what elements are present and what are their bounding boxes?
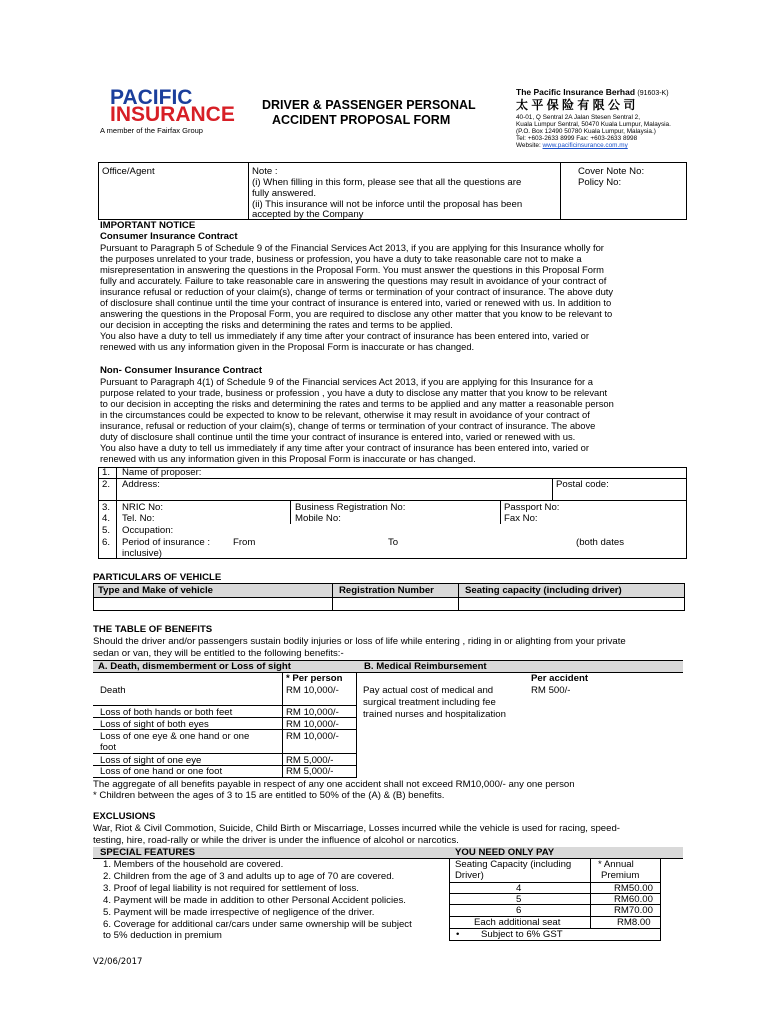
benefit-row-amount: RM 10,000/- xyxy=(286,731,339,742)
logo-line-1: PACIFIC xyxy=(110,86,193,109)
nonconsumer-line: You also have a duty to tell us immediately if any time after your contract of insurance has been entered into, varied or xyxy=(100,442,589,453)
website-label: Website: xyxy=(516,142,541,149)
pay-premium: RM50.00 xyxy=(614,883,653,894)
medical-amount: RM 500/- xyxy=(531,685,571,696)
benefit-row-label: Death xyxy=(100,685,126,696)
benefits-col-divider xyxy=(282,672,283,778)
note-title: Note : xyxy=(252,166,278,177)
nonconsumer-line: Pursuant to Paragraph 4(1) of Schedule 9 of the Financial services Act 2013, if you are applying for this Insurance for a xyxy=(100,376,593,387)
benefits-intro-2: sedan or van, they will be entitled to the following benefits:- xyxy=(93,648,344,659)
address-line-3: (P.O. Box 12490 50780 Kuala Lumpur, Malaysia.) xyxy=(516,128,656,135)
nonconsumer-line: to our decision in accepting the risks and determining the rates and terms to be applied and any matter a reasonable person xyxy=(100,398,614,409)
nonconsumer-line: duty of disclosure shall continue until the time your contract of insurance is entered into, varied or renewed with us. xyxy=(100,431,576,442)
logo-line-2: INSURANCE xyxy=(110,103,235,126)
note-2a: (ii) This insurance will not be inforce until the proposal has been xyxy=(252,199,523,210)
period-from-field[interactable]: From xyxy=(233,537,256,548)
gst-note: Subject to 6% GST xyxy=(481,929,563,940)
per-person-heading: * Per person xyxy=(286,673,343,684)
benefits-aggregate-note: The aggregate of all benefits payable in respect of any one accident shall not exceed RM10,000/- any one person xyxy=(93,779,575,790)
office-agent-label: Office/Agent xyxy=(102,166,155,177)
per-accident-heading: Per accident xyxy=(531,673,589,684)
benefits-col-divider xyxy=(356,672,357,778)
consumer-line: Pursuant to Paragraph 5 of Schedule 9 of the Financial Services Act 2013, if you are applying for this Insurance wholly for xyxy=(100,242,604,253)
benefits-title: THE TABLE OF BENEFITS xyxy=(93,624,213,635)
benefits-row-border xyxy=(93,777,356,778)
period-to-field[interactable]: To xyxy=(388,537,399,548)
nonconsumer-line: purpose related to your trade, business or profession , you have a duty to disclose any matter that you know to be relevant xyxy=(100,387,608,398)
postal-divider xyxy=(552,478,553,500)
vehicle-type-input[interactable] xyxy=(94,598,331,610)
benefit-a-heading: A. Death, dismemberment or Loss of sight xyxy=(98,661,291,672)
consumer-line: insurance refusal or reduction of your claim(s), change of terms or termination of your contract of insurance. The above duty xyxy=(100,286,614,297)
medical-line-2: surgical treatment including fee xyxy=(363,697,496,708)
fax-field[interactable]: Fax No: xyxy=(504,513,538,524)
exclusions-line-1: War, Riot & Civil Commotion, Suicide, Child Birth or Miscarriage, Losses incurred while the vehicle is used for racing, speed- xyxy=(93,823,620,834)
pay-seats: 5 xyxy=(516,894,522,905)
consumer-line: misrepresentation in answering the questions in the Proposal Form. You must answer the questions in this Proposal Form xyxy=(100,264,604,275)
note-2b: accepted by the Company xyxy=(252,209,364,220)
consumer-line: renewed with us any information given in the Proposal Form is inaccurate or has changed. xyxy=(100,341,475,352)
consumer-line: the purposes unrelated to your trade, business or profession, you have a duty to take reasonable care not to make a xyxy=(100,253,582,264)
postal-code-field[interactable]: Postal code: xyxy=(556,479,609,490)
consumer-line: our decision in accepting the risks and determining the rates and terms to be applied. xyxy=(100,319,453,330)
benefits-row-border xyxy=(93,753,356,754)
nonconsumer-contract-title: Non- Consumer Insurance Contract xyxy=(100,365,263,376)
notice-title: IMPORTANT NOTICE xyxy=(100,220,196,231)
inclusive-note: inclusive) xyxy=(122,548,162,559)
special-feature-item: 1. Members of the household are covered. xyxy=(103,859,284,870)
company-reg: (91603-K) xyxy=(637,90,669,97)
field-number-2: 2. xyxy=(102,479,111,490)
vehicle-seating-input[interactable] xyxy=(459,598,684,610)
business-registration-field[interactable]: Business Registration No: xyxy=(295,502,406,513)
address-line-1: 40-01, Q Sentral 2A Jalan Stesen Sentral 2, xyxy=(516,114,640,121)
field-number-1: 1. xyxy=(102,467,111,478)
vehicle-section-title: PARTICULARS OF VEHICLE xyxy=(93,572,222,583)
special-feature-item: 4. Payment will be made in addition to other Personal Accident policies. xyxy=(103,895,406,906)
company-chinese-name: 太 平 保 险 有 限 公 司 xyxy=(516,98,636,112)
nonconsumer-contract-text xyxy=(100,376,685,464)
fields-row-border xyxy=(98,558,687,559)
pay-premium: RM8.00 xyxy=(617,917,651,928)
benefit-b-heading: B. Medical Reimbursement xyxy=(364,661,487,672)
field-number-4: 4. xyxy=(102,513,111,524)
form-title-line-2: ACCIDENT PROPOSAL FORM xyxy=(272,113,451,127)
passport-divider xyxy=(500,500,501,524)
form-title-line-1: DRIVER & PASSENGER PERSONAL xyxy=(262,98,476,112)
company-logo xyxy=(100,86,235,138)
seating-head-2: Driver) xyxy=(455,870,484,881)
seating-head-1: Seating Capacity (including xyxy=(455,859,572,870)
address-line-4: Tel: +603-2633 8999 Fax: +603-2633 8998 xyxy=(516,135,638,142)
nonconsumer-line: insurance, refusal or reduction of your claim(s), change of terms or termination of your contract of insurance. The above xyxy=(100,420,596,431)
vehicle-col-type: Type and Make of vehicle xyxy=(98,585,213,596)
fields-row-border xyxy=(98,500,687,501)
benefit-row-label: Loss of sight of one eye xyxy=(100,755,202,766)
consumer-line: fully and accurately. Failure to take reasonable care in answering the questions may result in avoidance of your contract of xyxy=(100,275,607,286)
note-1b: fully answered. xyxy=(252,188,316,199)
exclusions-title: EXCLUSIONS xyxy=(93,811,156,822)
consumer-line: of disclosure shall continue until the time your contract of insurance is entered into, varied or renewed with us. In addition to xyxy=(100,297,612,308)
special-feature-item: 5. Payment will be made irrespective of negligence of the driver. xyxy=(103,907,375,918)
medical-line-1: Pay actual cost of medical and xyxy=(363,685,494,696)
address-field[interactable]: Address: xyxy=(122,479,160,490)
note-1a: (i) When filling in this form, please see that all the questions are xyxy=(252,177,522,188)
form-version: V2/06/2017 xyxy=(93,957,143,967)
passport-field[interactable]: Passport No: xyxy=(504,502,560,513)
consumer-line: You also have a duty to tell us immediately if any time after your contract of insurance has been entered into, varied or xyxy=(100,330,589,341)
benefit-row-amount: RM 10,000/- xyxy=(286,707,339,718)
nonconsumer-line: in the circumstances could be expected to know to be relevant, otherwise it may result in avoidance of your contract of xyxy=(100,409,590,420)
field-number-5: 5. xyxy=(102,525,111,536)
address-line-2: Kuala Lumpur Sentral, 50470 Kuala Lumpur, Malaysia. xyxy=(516,121,671,128)
consumer-line: answering the questions in the Proposal Form, you are required to disclose any other matter that you know to be relevant to xyxy=(100,308,613,319)
logo-tagline: A member of the Fairfax Group xyxy=(100,126,203,135)
benefit-row-amount: RM 10,000/- xyxy=(286,685,339,696)
benefits-intro-1: Should the driver and/or passengers sustain bodily injuries or loss of life while entering , riding in or alighting from your private xyxy=(93,636,626,647)
website-line xyxy=(516,142,628,150)
nonconsumer-line: renewed with us any information given in this Proposal Form is inaccurate or has changed. xyxy=(100,453,476,464)
policy-no-label: Policy No: xyxy=(578,177,622,188)
premium-head-1: * Annual xyxy=(598,859,634,870)
pay-premium: RM70.00 xyxy=(614,905,653,916)
special-feature-item: 2. Children from the age of 3 and adults up to age of 70 are covered. xyxy=(103,871,395,882)
gst-bullet: • xyxy=(456,929,460,940)
benefit-row-amount: RM 5,000/- xyxy=(286,766,334,777)
top-box-divider-1 xyxy=(248,162,249,220)
benefits-children-note: * Children between the ages of 3 to 15 are entitled to 50% of the (A) & (B) benefits. xyxy=(93,790,445,801)
benefit-row-amount: RM 10,000/- xyxy=(286,719,339,730)
special-features-title: SPECIAL FEATURES xyxy=(100,847,196,858)
pay-seats: 6 xyxy=(516,905,522,916)
benefit-row-label: Loss of one hand or one foot xyxy=(100,766,223,777)
fields-number-divider xyxy=(116,467,117,558)
fields-left-border xyxy=(98,467,99,558)
field-number-6: 6. xyxy=(102,537,111,548)
medical-line-3: trained nurses and hospitalization xyxy=(363,709,506,720)
special-feature-item: to 5% deduction in premium xyxy=(103,930,222,941)
special-feature-item: 6. Coverage for additional car/cars under same ownership will be subject xyxy=(103,919,412,930)
consumer-contract-text xyxy=(100,242,685,352)
special-feature-item: 3. Proof of legal liability is not required for settlement of loss. xyxy=(103,883,359,894)
both-dates-note: (both dates xyxy=(576,537,625,548)
you-need-only-pay-title: YOU NEED ONLY PAY xyxy=(455,847,555,858)
nric-field[interactable]: NRIC No: xyxy=(122,502,164,513)
top-box-divider-2 xyxy=(560,162,561,220)
tel-field[interactable]: Tel. No: xyxy=(122,513,155,524)
vehicle-col-registration: Registration Number xyxy=(339,585,434,596)
company-name-text: The Pacific Insurance Berhad xyxy=(516,87,636,97)
field-number-3: 3. xyxy=(102,502,111,513)
occupation-field[interactable]: Occupation: xyxy=(122,525,174,536)
benefit-row-label: Loss of sight of both eyes xyxy=(100,719,209,730)
vehicle-col-seating: Seating capacity (including driver) xyxy=(465,585,622,596)
pay-premium: RM60.00 xyxy=(614,894,653,905)
cover-note-label: Cover Note No: xyxy=(578,166,645,177)
mobile-field[interactable]: Mobile No: xyxy=(295,513,341,524)
pay-row-border xyxy=(449,940,661,941)
vehicle-registration-input[interactable] xyxy=(333,598,457,610)
benefit-row-label: Loss of one eye & one hand or one xyxy=(100,731,250,742)
consumer-contract-title: Consumer Insurance Contract xyxy=(100,231,238,242)
website-link[interactable]: www.pacificinsurance.com.my xyxy=(542,142,628,149)
benefit-row-label: foot xyxy=(100,742,117,753)
period-of-insurance-label: Period of insurance : xyxy=(122,537,210,548)
pay-seats: Each additional seat xyxy=(474,917,561,928)
premium-head-2: Premium xyxy=(601,870,640,881)
benefits-header-bottom xyxy=(93,672,683,673)
name-of-proposer-field[interactable]: Name of proposer: xyxy=(122,467,202,478)
exclusions-line-2: testing, hire, road-rally or while the driver is under the influence of alcohol or narcotics. xyxy=(93,835,459,846)
benefits-row-border xyxy=(93,705,356,706)
benefit-row-amount: RM 5,000/- xyxy=(286,755,334,766)
pay-seats: 4 xyxy=(516,883,522,894)
benefit-row-label: Loss of both hands or both feet xyxy=(100,707,233,718)
biz-divider xyxy=(290,500,291,524)
fields-right-border xyxy=(686,467,687,558)
